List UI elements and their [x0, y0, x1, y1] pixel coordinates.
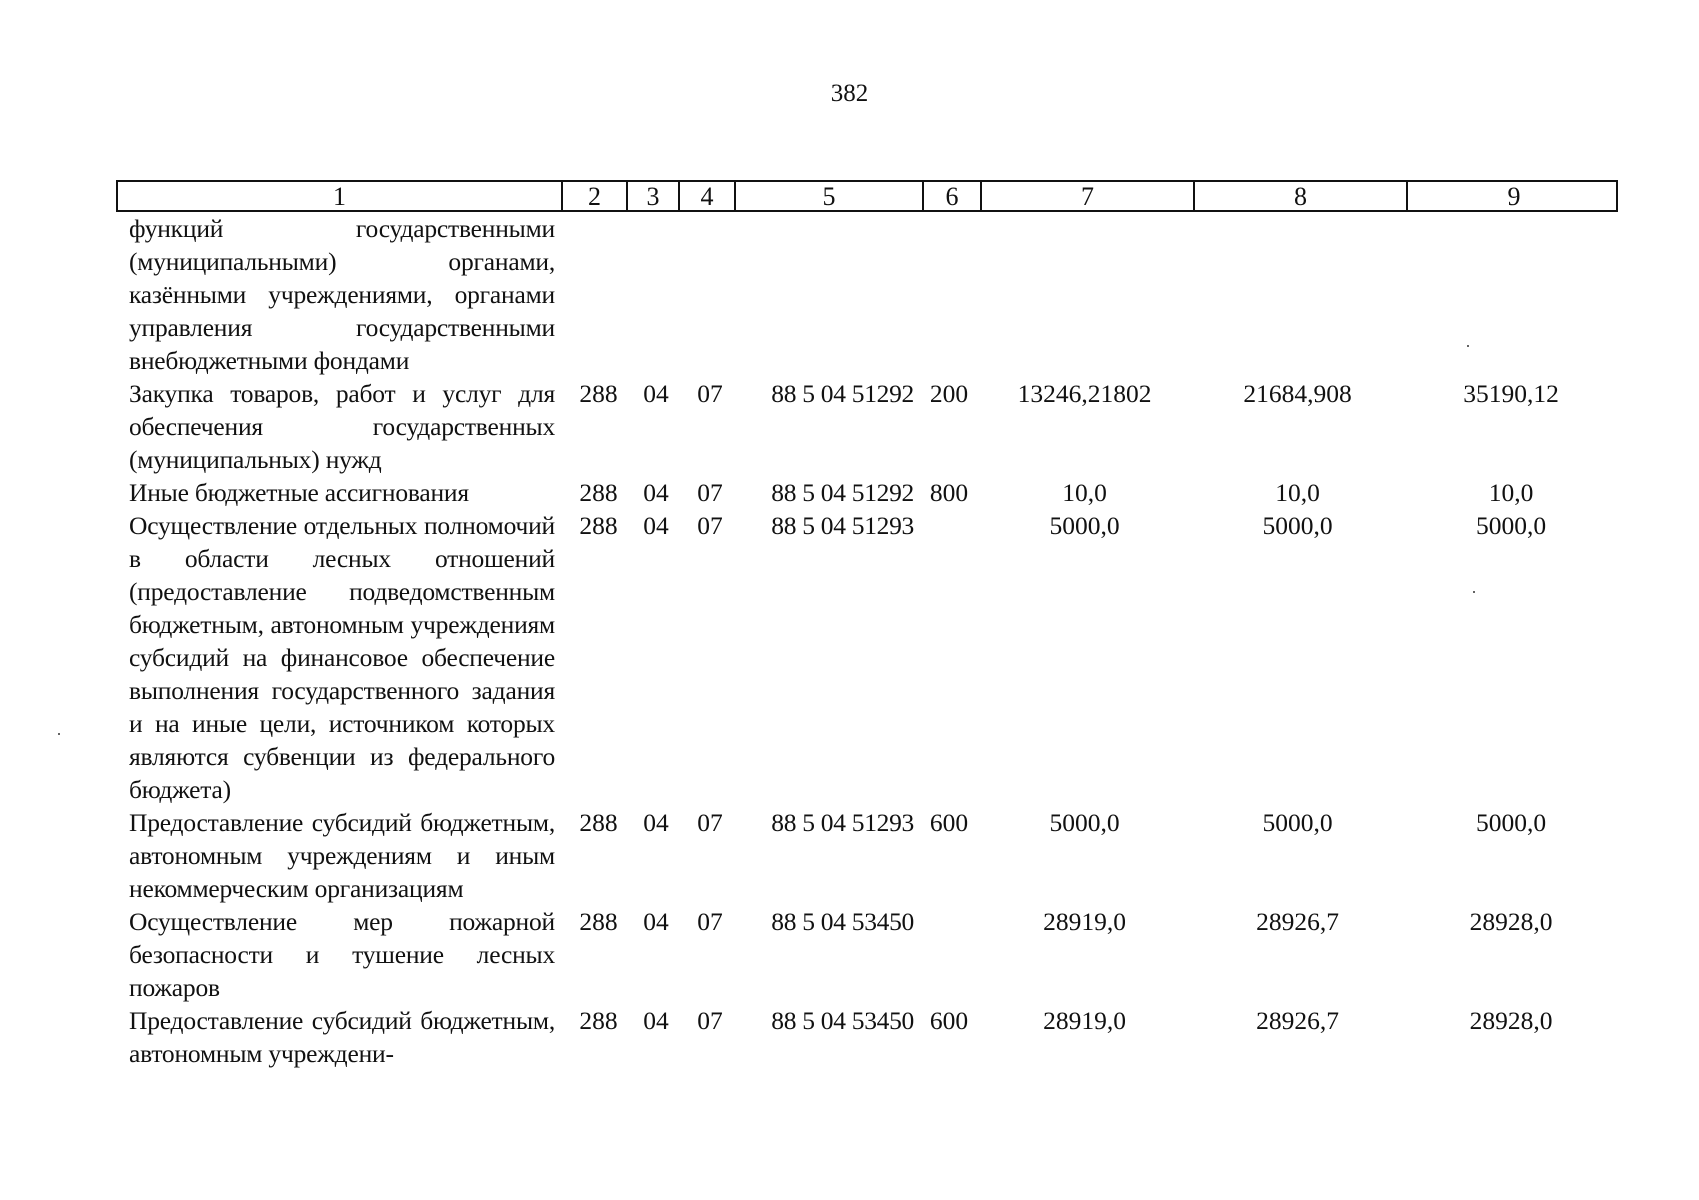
cell-col-4: 07 [697, 478, 723, 507]
cell-col-9: 35190,12 [1463, 379, 1559, 408]
cell-col-6 [920, 509, 978, 806]
cell-col-5: 88 5 04 51293 [771, 808, 914, 837]
budget-table [116, 180, 1618, 1070]
header-col-6: 6 [922, 182, 980, 212]
cell-col-7 [978, 212, 1191, 377]
cell-col-6: 600 [929, 1006, 969, 1035]
cell-col-2: 288 [579, 808, 618, 837]
cell-col-9: 28928,0 [1469, 1006, 1553, 1035]
row-name: Предоставление субсидий бюджетным, автономным учреждени- [129, 1006, 555, 1068]
cell-col-3: 04 [643, 907, 669, 936]
table-body [116, 212, 1618, 1070]
header-col-3: 3 [626, 182, 678, 212]
cell-col-8: 5000,0 [1262, 808, 1333, 837]
row-name: функций государственными (муниципальными) органами, казёнными учреждениями, органами управления государственными внебюджетными фондами [129, 214, 555, 375]
header-col-9: 9 [1406, 182, 1620, 212]
cell-col-3: 04 [643, 808, 669, 837]
cell-col-7: 10,0 [1062, 478, 1107, 507]
cell-col-3 [624, 212, 676, 377]
cell-col-4: 07 [697, 511, 723, 540]
cell-col-9: 5000,0 [1475, 808, 1547, 837]
header-col-4: 4 [678, 182, 734, 212]
cell-col-8: 10,0 [1275, 478, 1320, 507]
cell-col-8: 5000,0 [1262, 511, 1333, 540]
cell-col-3: 04 [643, 1006, 669, 1035]
header-col-5: 5 [734, 182, 922, 212]
cell-col-2: 288 [579, 511, 618, 540]
row-name: Закупка товаров, работ и услуг для обеспечения государственных (муниципальных) нужд [129, 379, 555, 474]
cell-col-3: 04 [643, 478, 669, 507]
header-col-7: 7 [980, 182, 1193, 212]
cell-col-7: 5000,0 [1049, 511, 1120, 540]
cell-col-6: 200 [929, 379, 969, 408]
cell-col-9: 28928,0 [1469, 907, 1553, 936]
cell-col-3: 04 [643, 379, 669, 408]
cell-col-6: 800 [929, 478, 969, 507]
scan-speck [1467, 345, 1469, 347]
cell-col-8: 28926,7 [1256, 1006, 1339, 1035]
cell-col-5: 88 5 04 51293 [771, 511, 914, 540]
cell-col-2: 288 [579, 379, 618, 408]
page-number: 382 [830, 80, 869, 107]
cell-col-4: 07 [697, 907, 723, 936]
cell-col-4: 07 [697, 808, 723, 837]
cell-col-9: 10,0 [1488, 478, 1534, 507]
cell-col-7: 28919,0 [1043, 907, 1126, 936]
cell-col-2: 288 [579, 478, 618, 507]
cell-col-5: 88 5 04 51292 [771, 379, 914, 408]
cell-col-4: 07 [697, 1006, 723, 1035]
cell-col-8 [1191, 212, 1404, 377]
cell-col-2 [559, 212, 624, 377]
header-col-8: 8 [1193, 182, 1406, 212]
cell-col-3: 04 [643, 511, 669, 540]
cell-col-6: 600 [929, 808, 969, 837]
cell-col-9: 5000,0 [1475, 511, 1547, 540]
cell-col-4 [676, 212, 732, 377]
cell-col-5: 88 5 04 53450 [771, 907, 914, 936]
header-col-2: 2 [561, 182, 626, 212]
cell-col-7: 13246,21802 [1017, 379, 1152, 408]
cell-col-9 [1404, 212, 1618, 377]
cell-col-4: 07 [697, 379, 723, 408]
cell-col-6 [920, 212, 978, 377]
table-header-row [116, 180, 1618, 212]
cell-col-2: 288 [579, 1006, 618, 1035]
cell-col-7: 5000,0 [1049, 808, 1120, 837]
cell-col-7: 28919,0 [1043, 1006, 1126, 1035]
cell-col-8: 28926,7 [1256, 907, 1339, 936]
row-name: Осуществление отдельных полномочий в области лесных отношений (предоставление подведомственным бюджетным, автономным учреждениям субсидий на финансовое обеспечение выполнения государственного задания и на иные цели, источником которых являются субвенции из федерального бюджета) [129, 511, 555, 804]
header-col-1: 1 [333, 182, 346, 211]
cell-col-5 [732, 212, 920, 377]
scan-speck [1473, 591, 1475, 593]
row-name: Осуществление мер пожарной безопасности и тушение лесных пожаров [129, 907, 555, 1002]
cell-col-5: 88 5 04 53450 [771, 1006, 914, 1035]
scan-speck [58, 733, 60, 735]
cell-col-6 [920, 905, 978, 1004]
cell-col-8: 21684,908 [1243, 379, 1352, 408]
row-name: Предоставление субсидий бюджетным, автономным учреждениям и иным некоммерческим организациям [129, 808, 555, 903]
cell-col-5: 88 5 04 51292 [771, 478, 914, 507]
row-name: Иные бюджетные ассигнования [129, 478, 469, 507]
cell-col-2: 288 [579, 907, 618, 936]
